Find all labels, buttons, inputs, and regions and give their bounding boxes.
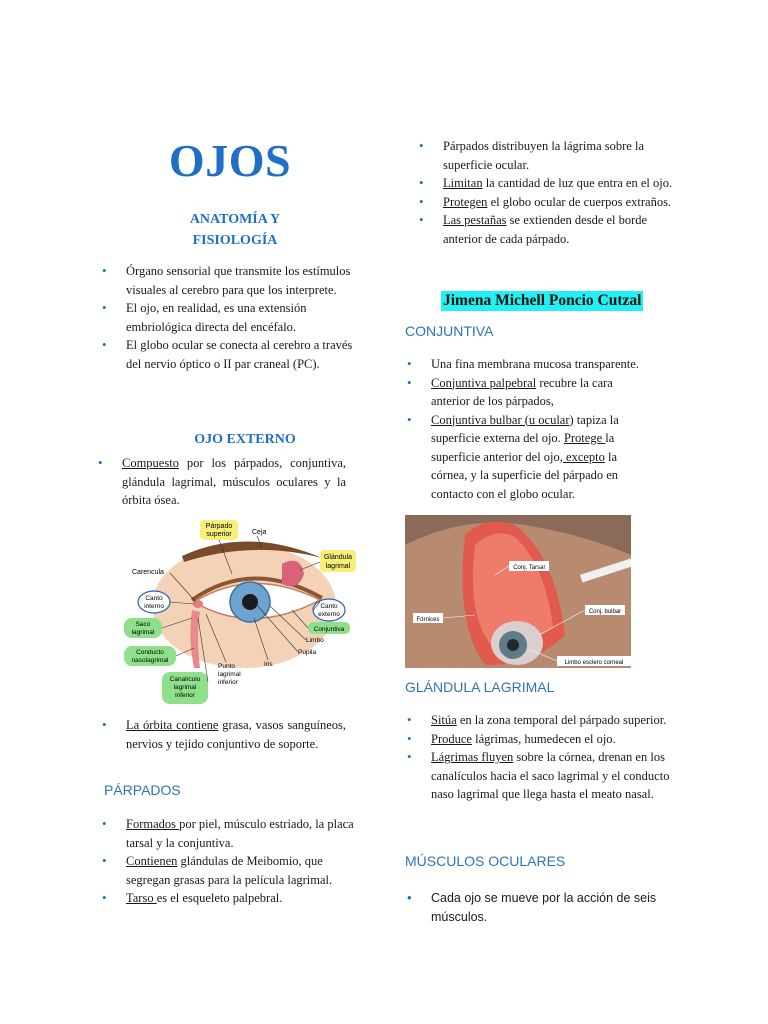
label-punto-2: lagrimal [218,671,241,678]
glandula-list [405,711,673,804]
list-item: • Compuesto por los párpados, conjuntiva, glándula lagrimal, músculos oculares y la órbita ósea. [96,454,346,510]
list-item: • Cada ojo se mueve por la acción de seis músculos. [405,889,665,926]
list-item: • Sitúa en la zona temporal del párpado superior. [405,711,673,730]
list-item: • Conjuntiva bulbar (u ocular) tapiza la superficie externa del ojo. Protege la superficie anterior del ojo, excepto la córnea, y la superficie del párpado en contacto con el globo ocular. [405,411,645,504]
list-item: • Produce lágrimas, humedecen el ojo. [405,730,673,749]
subtitle-line1: ANATOMÍA Y [189,212,281,227]
label-canto-externo-1: Canto [320,603,338,610]
label-canto-externo-2: externo [318,611,340,618]
list-item: • Formados por piel, músculo estriado, la placa tarsal y la conjuntiva. [100,815,362,852]
label-ceja: Ceja [252,529,267,536]
label-parpado-superior-1: Párpado [205,523,233,530]
conjuntiva-list [405,355,645,503]
subtitle [100,209,370,251]
label-punto-1: Punto [218,663,235,670]
label-saco-1: Saco [135,621,151,628]
label-carencula: Carencula [132,569,164,576]
ojo-externo-list [96,454,346,510]
parpados-heading: PÁRPADOS [104,782,181,798]
photo-label-conj-bulbar: Conj. bulbar [588,609,622,615]
photo-label-limbo: Limbo esclero corneal [564,660,624,666]
conjuntiva-heading: CONJUNTIVA [405,323,494,339]
label-canaliculo-2: lagrimal [173,684,197,691]
author-name: Jimena Michell Poncio Cutzal [443,292,642,309]
list-item: • El ojo, en realidad, es una extensión embriológica directa del encéfalo. [100,299,362,336]
list-item: • Párpados distribuyen la lágrima sobre la superficie ocular. [417,137,679,174]
photo-label-conj-tarsal: Conj. Tarsal [513,565,545,571]
list-item: • Protegen el globo ocular de cuerpos extraños. [417,193,679,212]
label-pupila: Pupila [298,649,317,656]
label-punto-3: inferior [218,679,238,686]
list-item: • Lágrimas fluyen sobre la córnea, drenan en los canalículos hacia el saco lagrimal y el conducto naso lagrimal que llega hasta el meato nasal. [405,748,673,804]
label-canto-interno-1: Canto [145,595,163,602]
label-glandula-1: Glándula [323,554,353,561]
label-limbo: Limbo [306,637,324,644]
label-canto-interno-2: interno [144,603,164,610]
label-saco-2: lagrimal [131,629,155,636]
list-item: • La órbita contiene grasa, vasos sanguíneos, nervios y tejido conjuntivo de soporte. [100,716,346,753]
list-item: • Órgano sensorial que transmite los estímulos visuales al cerebro para que los interprete. [100,262,362,299]
label-conducto-2: nasolagrimal [131,657,169,664]
list-item: • Tarso es el esqueleto palpebral. [100,889,362,908]
caruncle-shape [193,600,203,608]
list-item: • Contienen glándulas de Meibomio, que segregan grasas para la película lagrimal. [100,852,362,889]
list-item: • Conjuntiva palpebral recubre la cara anterior de los párpados, [405,374,645,411]
list-item: • Las pestañas se extienden desde el borde anterior de cada párpado. [417,211,679,248]
musculos-heading: MÚSCULOS OCULARES [405,853,566,869]
list-item: • Una fina membrana mucosa transparente. [405,355,645,374]
intro-list [100,262,362,373]
orbita-list [100,716,346,753]
label-conjuntiva: Conjuntiva [313,626,345,633]
musculos-list [405,889,665,926]
photo-pupil [507,639,519,651]
label-canaliculo-3: inferior [175,692,195,699]
label-glandula-2: lagrimal [325,563,351,570]
list-item: • Limitan la cantidad de luz que entra en el ojo. [417,174,679,193]
glandula-heading: GLÁNDULA LAGRIMAL [405,679,555,695]
page-title: OJOS [168,135,292,186]
label-parpado-superior-2: superior [206,531,232,538]
subtitle-line2: FISIOLOGÍA [192,233,278,248]
conjunctiva-photo [405,515,631,668]
label-conducto-1: Conducto [136,649,164,656]
parpados-functions-list [417,137,679,248]
parpados-list [100,815,362,908]
label-canaliculo-1: Canalículo [169,676,201,683]
pupil-shape [242,594,258,610]
ojo-externo-heading: OJO EXTERNO [194,432,296,447]
eye-anatomy-diagram [122,518,362,708]
list-item: • El globo ocular se conecta al cerebro a través del nervio óptico o II par craneal (PC). [100,336,362,373]
label-iris: Iris [264,661,273,668]
photo-label-fornices: Fórnices [416,617,440,623]
